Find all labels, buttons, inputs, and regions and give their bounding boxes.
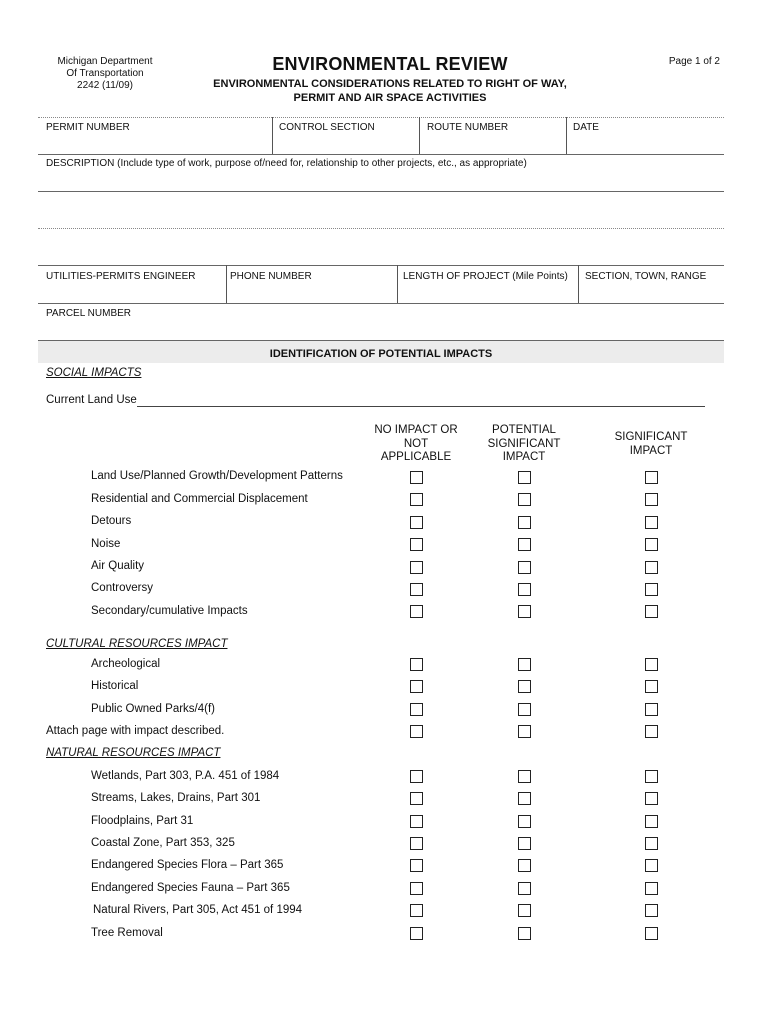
no-impact-checkbox[interactable] [410, 561, 423, 574]
divider [397, 265, 398, 303]
potential-impact-checkbox[interactable] [518, 680, 531, 693]
potential-impact-checkbox[interactable] [518, 770, 531, 783]
column-header-significant [591, 431, 711, 458]
phone-number-field[interactable]: PHONE NUMBER [230, 271, 312, 282]
impact-row-label: Detours [91, 515, 132, 527]
significant-impact-checkbox[interactable] [645, 859, 658, 872]
no-impact-checkbox[interactable] [410, 583, 423, 596]
significant-impact-checkbox[interactable] [645, 837, 658, 850]
impact-row-label: Noise [91, 538, 121, 550]
potential-impact-checkbox[interactable] [518, 815, 531, 828]
no-impact-checkbox[interactable] [410, 471, 423, 484]
potential-impact-checkbox[interactable] [518, 904, 531, 917]
current-land-use-input[interactable] [137, 406, 705, 407]
potential-impact-checkbox[interactable] [518, 493, 531, 506]
impact-row-label: Wetlands, Part 303, P.A. 451 of 1984 [91, 770, 280, 782]
column-header-line: APPLICABLE [380, 451, 452, 463]
divider [38, 154, 724, 155]
impact-row-label: Endangered Species Flora – Part 365 [91, 859, 284, 871]
page-indicator: Page 1 of 2 [668, 56, 720, 67]
column-header-potential [464, 424, 584, 465]
significant-impact-checkbox[interactable] [645, 770, 658, 783]
significant-impact-checkbox[interactable] [645, 583, 658, 596]
current-land-use-label: Current Land Use [46, 394, 137, 406]
no-impact-checkbox[interactable] [410, 837, 423, 850]
impact-row-label: Controversy [91, 582, 153, 594]
divider [38, 228, 724, 229]
potential-impact-checkbox[interactable] [518, 837, 531, 850]
significant-impact-checkbox[interactable] [645, 725, 658, 738]
divider [38, 117, 724, 118]
significant-impact-checkbox[interactable] [645, 792, 658, 805]
subtitle-line-1: ENVIRONMENTAL CONSIDERATIONS RELATED TO RIGHT OF WAY, [213, 78, 567, 90]
impact-row-label: Endangered Species Fauna – Part 365 [91, 882, 290, 894]
control-section-field[interactable]: CONTROL SECTION [279, 122, 375, 133]
length-of-project-field[interactable]: LENGTH OF PROJECT (Mile Points) [403, 271, 568, 282]
column-header-line: POTENTIAL [492, 424, 556, 436]
no-impact-checkbox[interactable] [410, 927, 423, 940]
impact-row-label: Floodplains, Part 31 [91, 815, 194, 827]
natural-resources-heading: NATURAL RESOURCES IMPACT [46, 747, 221, 759]
significant-impact-checkbox[interactable] [645, 927, 658, 940]
divider [38, 265, 724, 266]
potential-impact-checkbox[interactable] [518, 561, 531, 574]
divider [226, 265, 227, 303]
significant-impact-checkbox[interactable] [645, 680, 658, 693]
route-number-field[interactable]: ROUTE NUMBER [427, 122, 509, 133]
divider [578, 265, 579, 303]
potential-impact-checkbox[interactable] [518, 658, 531, 671]
agency-name-cont: Of Transportation [66, 68, 144, 79]
column-header-line: SIGNIFICANT [614, 431, 688, 443]
form-title: ENVIRONMENTAL REVIEW [272, 54, 508, 74]
impact-row-label: Natural Rivers, Part 305, Act 451 of 1994 [93, 904, 303, 916]
agency-name: Michigan Department [57, 56, 153, 67]
no-impact-checkbox[interactable] [410, 493, 423, 506]
social-impacts-heading: SOCIAL IMPACTS [46, 367, 142, 379]
divider [272, 117, 273, 154]
potential-impact-checkbox[interactable] [518, 725, 531, 738]
significant-impact-checkbox[interactable] [645, 703, 658, 716]
potential-impact-checkbox[interactable] [518, 471, 531, 484]
permit-number-field[interactable]: PERMIT NUMBER [46, 122, 130, 133]
no-impact-checkbox[interactable] [410, 516, 423, 529]
column-header-line: NOT [403, 437, 429, 450]
significant-impact-checkbox[interactable] [645, 516, 658, 529]
attach-note: Attach page with impact described. [46, 725, 225, 737]
no-impact-checkbox[interactable] [410, 703, 423, 716]
potential-impact-checkbox[interactable] [518, 882, 531, 895]
impact-row-label: Historical [91, 680, 139, 692]
potential-impact-checkbox[interactable] [518, 792, 531, 805]
impact-row-label: Archeological [91, 658, 161, 670]
column-header-no-impact [356, 424, 476, 465]
divider [419, 117, 420, 154]
impact-row-label: Residential and Commercial Displacement [91, 493, 308, 505]
significant-impact-checkbox[interactable] [645, 605, 658, 618]
potential-impact-checkbox[interactable] [518, 605, 531, 618]
parcel-number-field[interactable]: PARCEL NUMBER [46, 308, 132, 319]
description-field[interactable]: DESCRIPTION (Include type of work, purpose of/need for, relationship to other projects, etc., as appropriate) [46, 158, 527, 169]
section-town-range-field[interactable]: SECTION, TOWN, RANGE [585, 271, 707, 282]
section-title: IDENTIFICATION OF POTENTIAL IMPACTS [269, 348, 493, 360]
significant-impact-checkbox[interactable] [645, 561, 658, 574]
impact-row-label: Land Use/Planned Growth/Development Patterns [91, 470, 343, 482]
column-header-line: IMPACT [502, 451, 546, 463]
date-field[interactable]: DATE [573, 122, 599, 133]
potential-impact-checkbox[interactable] [518, 516, 531, 529]
no-impact-checkbox[interactable] [410, 680, 423, 693]
potential-impact-checkbox[interactable] [518, 538, 531, 551]
significant-impact-checkbox[interactable] [645, 538, 658, 551]
utilities-engineer-field[interactable]: UTILITIES-PERMITS ENGINEER [46, 271, 196, 282]
significant-impact-checkbox[interactable] [645, 658, 658, 671]
impact-row-label: Air Quality [91, 560, 145, 572]
impact-row-label: Secondary/cumulative Impacts [91, 605, 248, 617]
column-header-line: SIGNIFICANT [487, 437, 561, 450]
no-impact-checkbox[interactable] [410, 538, 423, 551]
cultural-resources-heading: CULTURAL RESOURCES IMPACT [46, 638, 228, 650]
form-number: 2242 (11/09) [77, 80, 133, 91]
significant-impact-checkbox[interactable] [645, 493, 658, 506]
no-impact-checkbox[interactable] [410, 725, 423, 738]
potential-impact-checkbox[interactable] [518, 703, 531, 716]
divider [38, 303, 724, 304]
no-impact-checkbox[interactable] [410, 770, 423, 783]
impact-row-label: Tree Removal [91, 927, 163, 939]
no-impact-checkbox[interactable] [410, 815, 423, 828]
significant-impact-checkbox[interactable] [645, 904, 658, 917]
column-header-line: IMPACT [629, 444, 673, 457]
potential-impact-checkbox[interactable] [518, 859, 531, 872]
no-impact-checkbox[interactable] [410, 904, 423, 917]
no-impact-checkbox[interactable] [410, 605, 423, 618]
subtitle-line-2: PERMIT AND AIR SPACE ACTIVITIES [293, 92, 487, 104]
divider [566, 117, 567, 154]
potential-impact-checkbox[interactable] [518, 927, 531, 940]
impact-row-label: Public Owned Parks/4(f) [91, 703, 215, 715]
no-impact-checkbox[interactable] [410, 658, 423, 671]
divider [38, 191, 724, 192]
form-subtitle [150, 77, 630, 105]
potential-impact-checkbox[interactable] [518, 583, 531, 596]
column-header-line: NO IMPACT OR [374, 424, 458, 436]
no-impact-checkbox[interactable] [410, 859, 423, 872]
impact-row-label: Streams, Lakes, Drains, Part 301 [91, 792, 261, 804]
impact-row-label: Coastal Zone, Part 353, 325 [91, 837, 235, 849]
significant-impact-checkbox[interactable] [645, 471, 658, 484]
significant-impact-checkbox[interactable] [645, 815, 658, 828]
significant-impact-checkbox[interactable] [645, 882, 658, 895]
no-impact-checkbox[interactable] [410, 792, 423, 805]
no-impact-checkbox[interactable] [410, 882, 423, 895]
